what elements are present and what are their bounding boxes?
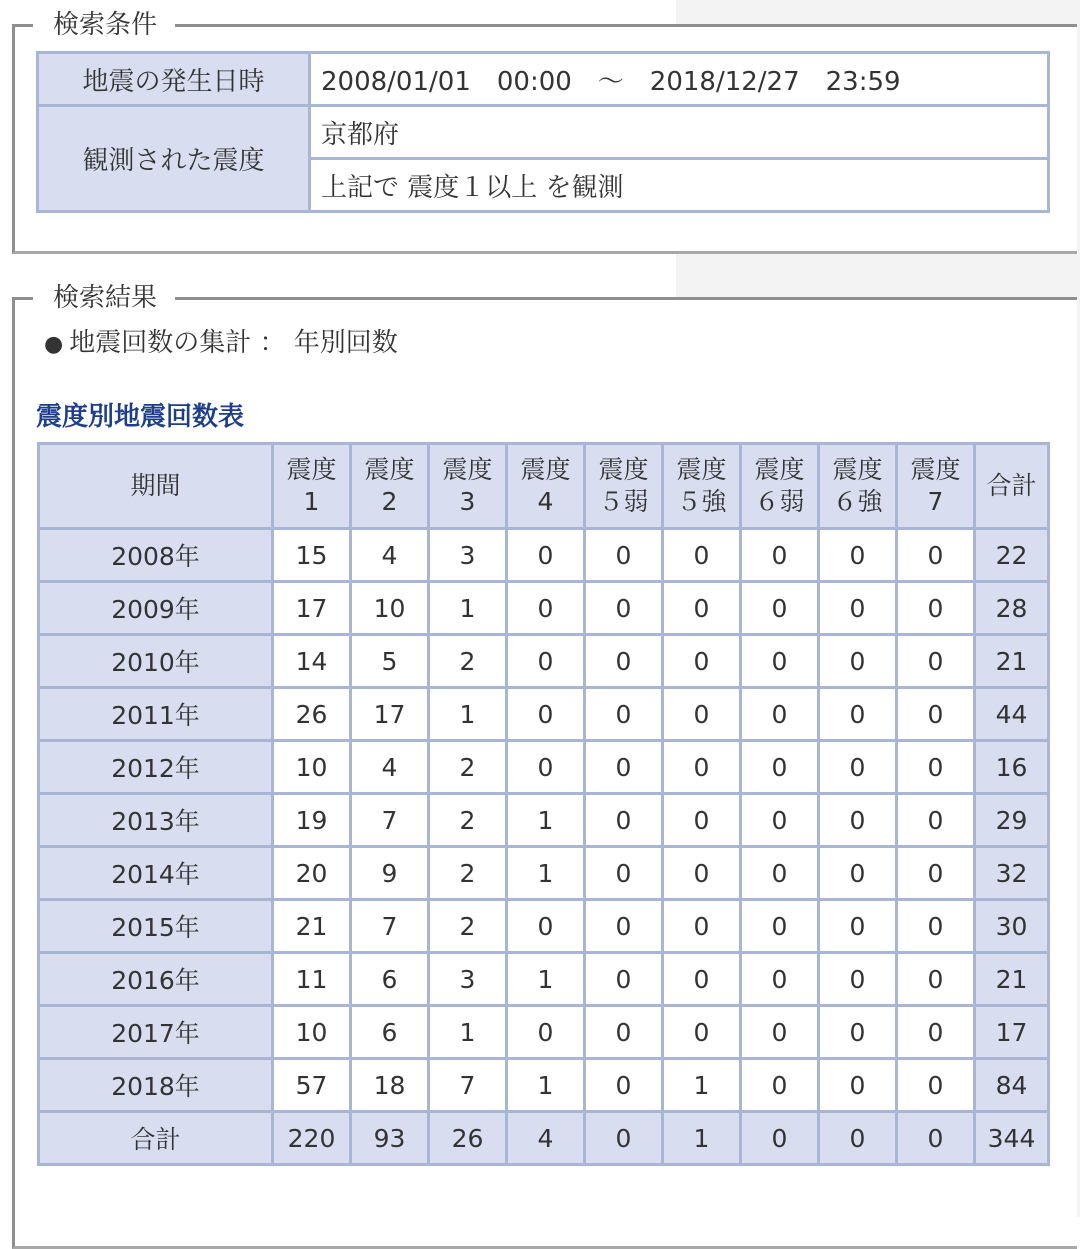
count-cell: 0 [741,794,819,847]
count-cell: 0 [741,900,819,953]
count-cell: 0 [897,1006,975,1059]
header-total: 合計 [975,444,1049,529]
count-cell: 0 [741,688,819,741]
summary-bullet [44,326,398,362]
count-cell: 0 [585,794,663,847]
count-cell: 1 [429,582,507,635]
count-cell: 10 [351,582,429,635]
row-total-cell: 16 [975,741,1049,794]
count-cell: 0 [819,1006,897,1059]
table-row [39,794,1049,847]
table-row [39,1059,1049,1112]
header-intensity-4: 震度 4 [507,444,585,529]
header-intensity-5-lower: 震度 ５弱 [585,444,663,529]
count-cell: 0 [663,582,741,635]
count-cell: 0 [819,635,897,688]
count-cell: 26 [273,688,351,741]
count-cell: 6 [351,953,429,1006]
count-cell: 0 [585,1112,663,1165]
count-cell: 0 [663,688,741,741]
count-cell: 7 [429,1059,507,1112]
count-cell: 0 [741,582,819,635]
count-cell: 0 [663,741,741,794]
row-total-cell: 32 [975,847,1049,900]
count-cell: 0 [819,1112,897,1165]
header-intensity-2: 震度 2 [351,444,429,529]
count-cell: 0 [819,953,897,1006]
header-intensity-3: 震度 3 [429,444,507,529]
header-intensity-5-upper: 震度 ５強 [663,444,741,529]
count-cell: 0 [819,847,897,900]
count-cell: 0 [819,1059,897,1112]
count-cell: 1 [507,794,585,847]
count-cell: 0 [897,529,975,582]
row-period: 合計 [39,1112,273,1165]
count-cell: 10 [273,1006,351,1059]
count-cell: 11 [273,953,351,1006]
count-cell: 0 [663,1006,741,1059]
count-cell: 0 [897,1112,975,1165]
count-cell: 0 [585,741,663,794]
count-cell: 0 [585,900,663,953]
row-period: 2013年 [39,794,273,847]
table-row [39,741,1049,794]
count-cell: 1 [507,1059,585,1112]
count-cell: 0 [507,582,585,635]
row-period: 2016年 [39,953,273,1006]
table-row [39,953,1049,1006]
table-row [39,688,1049,741]
row-total-cell: 28 [975,582,1049,635]
count-cell: 1 [429,688,507,741]
count-cell: 26 [429,1112,507,1165]
count-cell: 0 [663,794,741,847]
count-cell: 2 [429,741,507,794]
table-row [39,582,1049,635]
count-cell: 0 [663,953,741,1006]
row-total-cell: 344 [975,1112,1049,1165]
count-cell: 2 [429,635,507,688]
count-cell: 0 [585,529,663,582]
count-cell: 0 [897,847,975,900]
count-cell: 0 [741,1006,819,1059]
count-cell: 0 [507,635,585,688]
count-cell: 9 [351,847,429,900]
count-cell: 0 [663,635,741,688]
count-cell: 0 [507,529,585,582]
row-period: 2012年 [39,741,273,794]
intensity-count-table [37,442,1050,1166]
table-title: 震度別地震回数表 [36,402,245,432]
count-cell: 2 [429,847,507,900]
header-intensity-7: 震度 7 [897,444,975,529]
count-cell: 7 [351,794,429,847]
date-value: 2008/01/01 00:00 ～ 2018/12/27 23:59 [310,53,1049,106]
table-row [39,900,1049,953]
row-total-cell: 21 [975,635,1049,688]
count-cell: 3 [429,529,507,582]
count-cell: 0 [897,794,975,847]
table-row [39,635,1049,688]
row-total-cell: 84 [975,1059,1049,1112]
header-intensity-1: 震度 1 [273,444,351,529]
count-cell: 0 [741,529,819,582]
count-cell: 0 [507,741,585,794]
table-total-row [39,1112,1049,1165]
count-cell: 3 [429,953,507,1006]
count-cell: 21 [273,900,351,953]
count-cell: 15 [273,529,351,582]
row-period: 2009年 [39,582,273,635]
table-header-row [39,444,1049,529]
row-total-cell: 29 [975,794,1049,847]
count-cell: 10 [273,741,351,794]
count-cell: 0 [819,688,897,741]
row-period: 2008年 [39,529,273,582]
count-cell: 0 [819,582,897,635]
table-row [39,1006,1049,1059]
row-period: 2011年 [39,688,273,741]
date-label: 地震の発生日時 [38,53,310,106]
count-cell: 0 [897,953,975,1006]
summary-text: 地震回数の集計 ： 年別回数 [69,328,398,358]
row-period: 2018年 [39,1059,273,1112]
count-cell: 0 [741,741,819,794]
search-results-legend: 検索結果 [53,283,158,313]
count-cell: 0 [819,529,897,582]
row-total-cell: 21 [975,953,1049,1006]
count-cell: 1 [663,1112,741,1165]
row-total-cell: 30 [975,900,1049,953]
header-period: 期間 [39,444,273,529]
count-cell: 0 [585,688,663,741]
count-cell: 0 [741,1112,819,1165]
search-conditions-table [36,51,1050,213]
count-cell: 0 [507,688,585,741]
count-cell: 0 [897,741,975,794]
count-cell: 1 [507,847,585,900]
count-cell: 0 [897,900,975,953]
count-cell: 2 [429,794,507,847]
count-cell: 6 [351,1006,429,1059]
count-cell: 0 [585,1059,663,1112]
count-cell: 0 [897,635,975,688]
count-cell: 0 [507,1006,585,1059]
count-cell: 20 [273,847,351,900]
count-cell: 0 [741,847,819,900]
count-cell: 1 [507,953,585,1006]
count-cell: 2 [429,900,507,953]
count-cell: 93 [351,1112,429,1165]
count-cell: 0 [897,688,975,741]
count-cell: 7 [351,900,429,953]
row-total-cell: 17 [975,1006,1049,1059]
count-cell: 17 [351,688,429,741]
count-cell: 0 [585,953,663,1006]
count-cell: 18 [351,1059,429,1112]
header-intensity-6-lower: 震度 ６弱 [741,444,819,529]
search-conditions-legend: 検索条件 [53,10,158,40]
count-cell: 220 [273,1112,351,1165]
count-cell: 14 [273,635,351,688]
count-cell: 0 [897,1059,975,1112]
header-intensity-6-upper: 震度 ６強 [819,444,897,529]
count-cell: 5 [351,635,429,688]
row-period: 2017年 [39,1006,273,1059]
table-row [39,529,1049,582]
count-cell: 0 [507,900,585,953]
row-period: 2015年 [39,900,273,953]
bullet-icon: ● [44,332,64,357]
count-cell: 0 [897,582,975,635]
count-cell: 0 [741,953,819,1006]
count-cell: 0 [819,741,897,794]
count-cell: 0 [819,794,897,847]
count-cell: 0 [663,529,741,582]
intensity-label: 観測された震度 [38,106,310,212]
count-cell: 1 [663,1059,741,1112]
region-value: 京都府 [310,106,1049,159]
intensity-condition-value: 上記で 震度１以上 を観測 [310,159,1049,212]
count-cell: 0 [741,1059,819,1112]
count-cell: 57 [273,1059,351,1112]
count-cell: 0 [663,847,741,900]
count-cell: 19 [273,794,351,847]
count-cell: 0 [741,635,819,688]
count-cell: 17 [273,582,351,635]
count-cell: 0 [585,582,663,635]
count-cell: 4 [351,741,429,794]
row-total-cell: 44 [975,688,1049,741]
count-cell: 0 [585,635,663,688]
count-cell: 4 [351,529,429,582]
row-period: 2010年 [39,635,273,688]
count-cell: 0 [819,900,897,953]
table-row [39,847,1049,900]
row-total-cell: 22 [975,529,1049,582]
count-cell: 1 [429,1006,507,1059]
count-cell: 0 [585,847,663,900]
count-cell: 0 [663,900,741,953]
row-period: 2014年 [39,847,273,900]
count-cell: 0 [585,1006,663,1059]
count-cell: 4 [507,1112,585,1165]
